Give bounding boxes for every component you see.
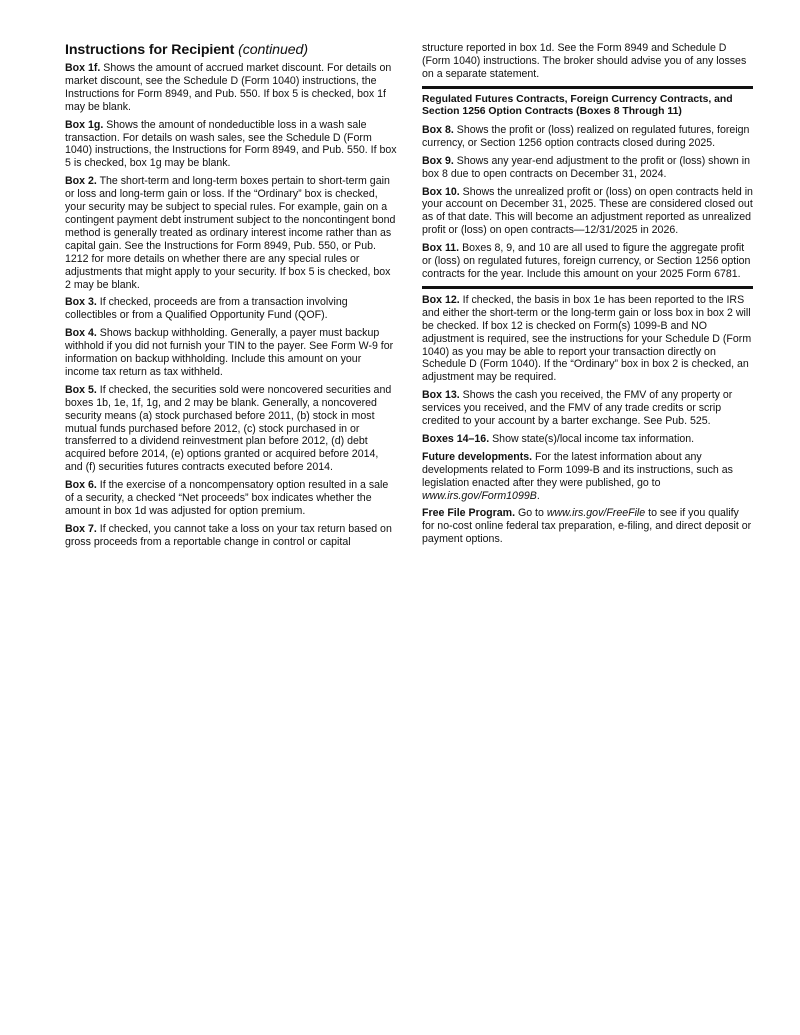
page-title [65, 42, 397, 58]
box-label: Box 5. [65, 383, 97, 396]
box-label: Box 2. [65, 175, 97, 188]
box-label: Box 9. [422, 154, 454, 167]
box-label: Box 10. [422, 185, 460, 198]
box-label: Box 13. [422, 389, 460, 402]
boxes-14-16-paragraph [422, 433, 753, 446]
box-13-paragraph [422, 389, 753, 428]
box-label: Box 7. [65, 522, 97, 535]
box-text: The short-term and long-term boxes pertain to short-term gain or loss and long-term gain or loss. If the “Ordinary” box is checked, your security may be subject to special rules. For example, gain on a contingent payment debt instrument subject to the noncontingent bond method is generally treated as ordinary interest income rather than as capital gain. See the Instructions for Form 8949, Pub. 550, or Pub. 1212 for more details on whether there are any special rules or adjustments that might apply to your security. If box 5 is checked, box 2 may be blank. [65, 175, 396, 291]
paragraph-end: . [536, 489, 540, 502]
box-label: Box 3. [65, 296, 97, 309]
paragraph-text: to see if you qualify for no-cost online federal tax preparation, e-filing, and direct deposit or payment options. [422, 507, 752, 546]
box-1g-paragraph [65, 119, 397, 171]
right-column [422, 42, 753, 551]
box-text: Shows backup withholding. Generally, a payer must backup withhold if you did not furnish your TIN to the payer. See Form W-9 for information on backup withholding. Include this amount on your income tax return as tax withheld. [65, 327, 394, 378]
box-text: If the exercise of a noncompensatory option resulted in a sale of a security, a checked “Net proceeds” box indicates whether the amount in box 1d was adjusted for option premium. [65, 479, 389, 517]
box-label: Box 4. [65, 327, 97, 340]
box-7-paragraph [65, 523, 397, 549]
box-text: Shows any year-end adjustment to the profit or (loss) shown in box 8 due to open contracts on December 31, 2024. [422, 154, 750, 180]
form1099b-link[interactable]: www.irs.gov/Form1099B [422, 489, 537, 502]
section-divider [422, 86, 753, 89]
box-text: Shows the amount of nondeductible loss in a wash sale transaction. For details on wash sales, see the Schedule D (Form 1040) instructions, the Instructions for Form 8949, and Pub. 550. If box 5 is checked, box 1g may be blank. [65, 118, 397, 170]
box-text: Shows the profit or (loss) realized on regulated futures, foreign currency, or Section 1256 option contracts closed during 2025. [422, 123, 750, 149]
box-label: Box 6. [65, 479, 97, 492]
box-12-paragraph [422, 294, 753, 384]
box-label: Box 1g. [65, 118, 104, 131]
box-text: If checked, the basis in box 1e has been reported to the IRS and either the short-term or the long-term gain or loss box in box 2 will be checked. If box 12 is checked on Form(s) 1099-B and NO adjustment is required, see the instructions for your Schedule D (Form 1040) as you may be able to report your transaction directly on Schedule D (Form 1040). If the “Ordinary” box in box 2 is checked, an adjustment may be required. [422, 293, 752, 384]
paragraph-text: Go to [517, 507, 544, 520]
box-text: Show state(s)/local income tax information. [492, 432, 695, 445]
title-main: Instructions for Recipient [65, 42, 235, 58]
box-9-paragraph [422, 155, 753, 181]
box-text: If checked, proceeds are from a transaction involving collectibles or from a Qualified Opportunity Fund (QOF). [65, 296, 348, 322]
box-text: Shows the amount of accrued market discount. For details on market discount, see the Schedule D (Form 1040) instructions, the Instructions for Form 8949, and Pub. 550. If box 5 is checked, box 1f may be blank. [65, 62, 392, 113]
box-text: If checked, you cannot take a loss on your tax return based on gross proceeds from a reportable change in control or capital [65, 522, 392, 548]
box-text: Shows the unrealized profit or (loss) on open contracts held in your account on December 31, 2025. These are considered closed out as of that date. This will become an adjustment reported as unrealized profit or (loss) on open contracts—12/31/2025 in 2026. [422, 185, 753, 237]
free-file-paragraph [422, 507, 753, 546]
box-7-continuation: structure reported in box 1d. See the Form 8949 and Schedule D (Form 1040) instructions. The broker should advise you of any losses on a separate statement. [422, 42, 747, 80]
box-2-paragraph [65, 175, 397, 291]
paragraph-label: Future developments. [422, 450, 533, 463]
left-column [65, 42, 397, 554]
box-4-paragraph [65, 327, 397, 379]
future-developments-paragraph [422, 451, 753, 503]
box-label: Box 11. [422, 242, 460, 255]
box-label: Boxes 14–16. [422, 432, 490, 445]
box-6-paragraph [65, 479, 397, 518]
paragraph-text: For the latest information about any developments related to Form 1099-B and its instructions, such as legislation enacted after they were published, go to [422, 450, 733, 489]
box-3-paragraph [65, 296, 397, 322]
box-11-paragraph [422, 242, 753, 281]
box-text: If checked, the securities sold were noncovered securities and boxes 1b, 1e, 1f, 1g, and 2 may be blank. Generally, a noncovered security means (a) stock purchased before 2011, (b) stock in most mutual funds purchased before 2012, (c) stock purchased in or transferred to a dividend reinvestment plan before 2012, (d) debt acquired before 2014, (e) options granted or acquired before 2014, and (f) securities futures contracts executed before 2014. [65, 383, 392, 474]
paragraph-label: Free File Program. [422, 507, 516, 520]
box-label: Box 12. [422, 293, 460, 306]
freefile-link[interactable]: www.irs.gov/FreeFile [546, 507, 646, 520]
box-8-paragraph [422, 124, 753, 150]
box-label: Box 8. [422, 123, 454, 136]
box-text: Shows the cash you received, the FMV of any property or services you received, and the FMV of any trade credits or scrip credited to your account by a barter exchange. See Pub. 525. [422, 389, 733, 428]
box-1f-paragraph [65, 62, 397, 114]
section-divider [422, 286, 753, 289]
section-heading: Regulated Futures Contracts, Foreign Currency Contracts, and Section 1256 Option Contracts (Boxes 8 Through 11) [422, 93, 733, 118]
box-5-paragraph [65, 384, 397, 474]
title-suffix: (continued) [238, 42, 308, 58]
box-label: Box 1f. [65, 62, 101, 74]
box-text: Boxes 8, 9, and 10 are all used to figure the aggregate profit or (loss) on regulated futures, foreign currency, or Section 1256 option contracts for the year. Include this amount on your 2025 Form 6781. [422, 242, 751, 280]
box-10-paragraph [422, 186, 753, 238]
